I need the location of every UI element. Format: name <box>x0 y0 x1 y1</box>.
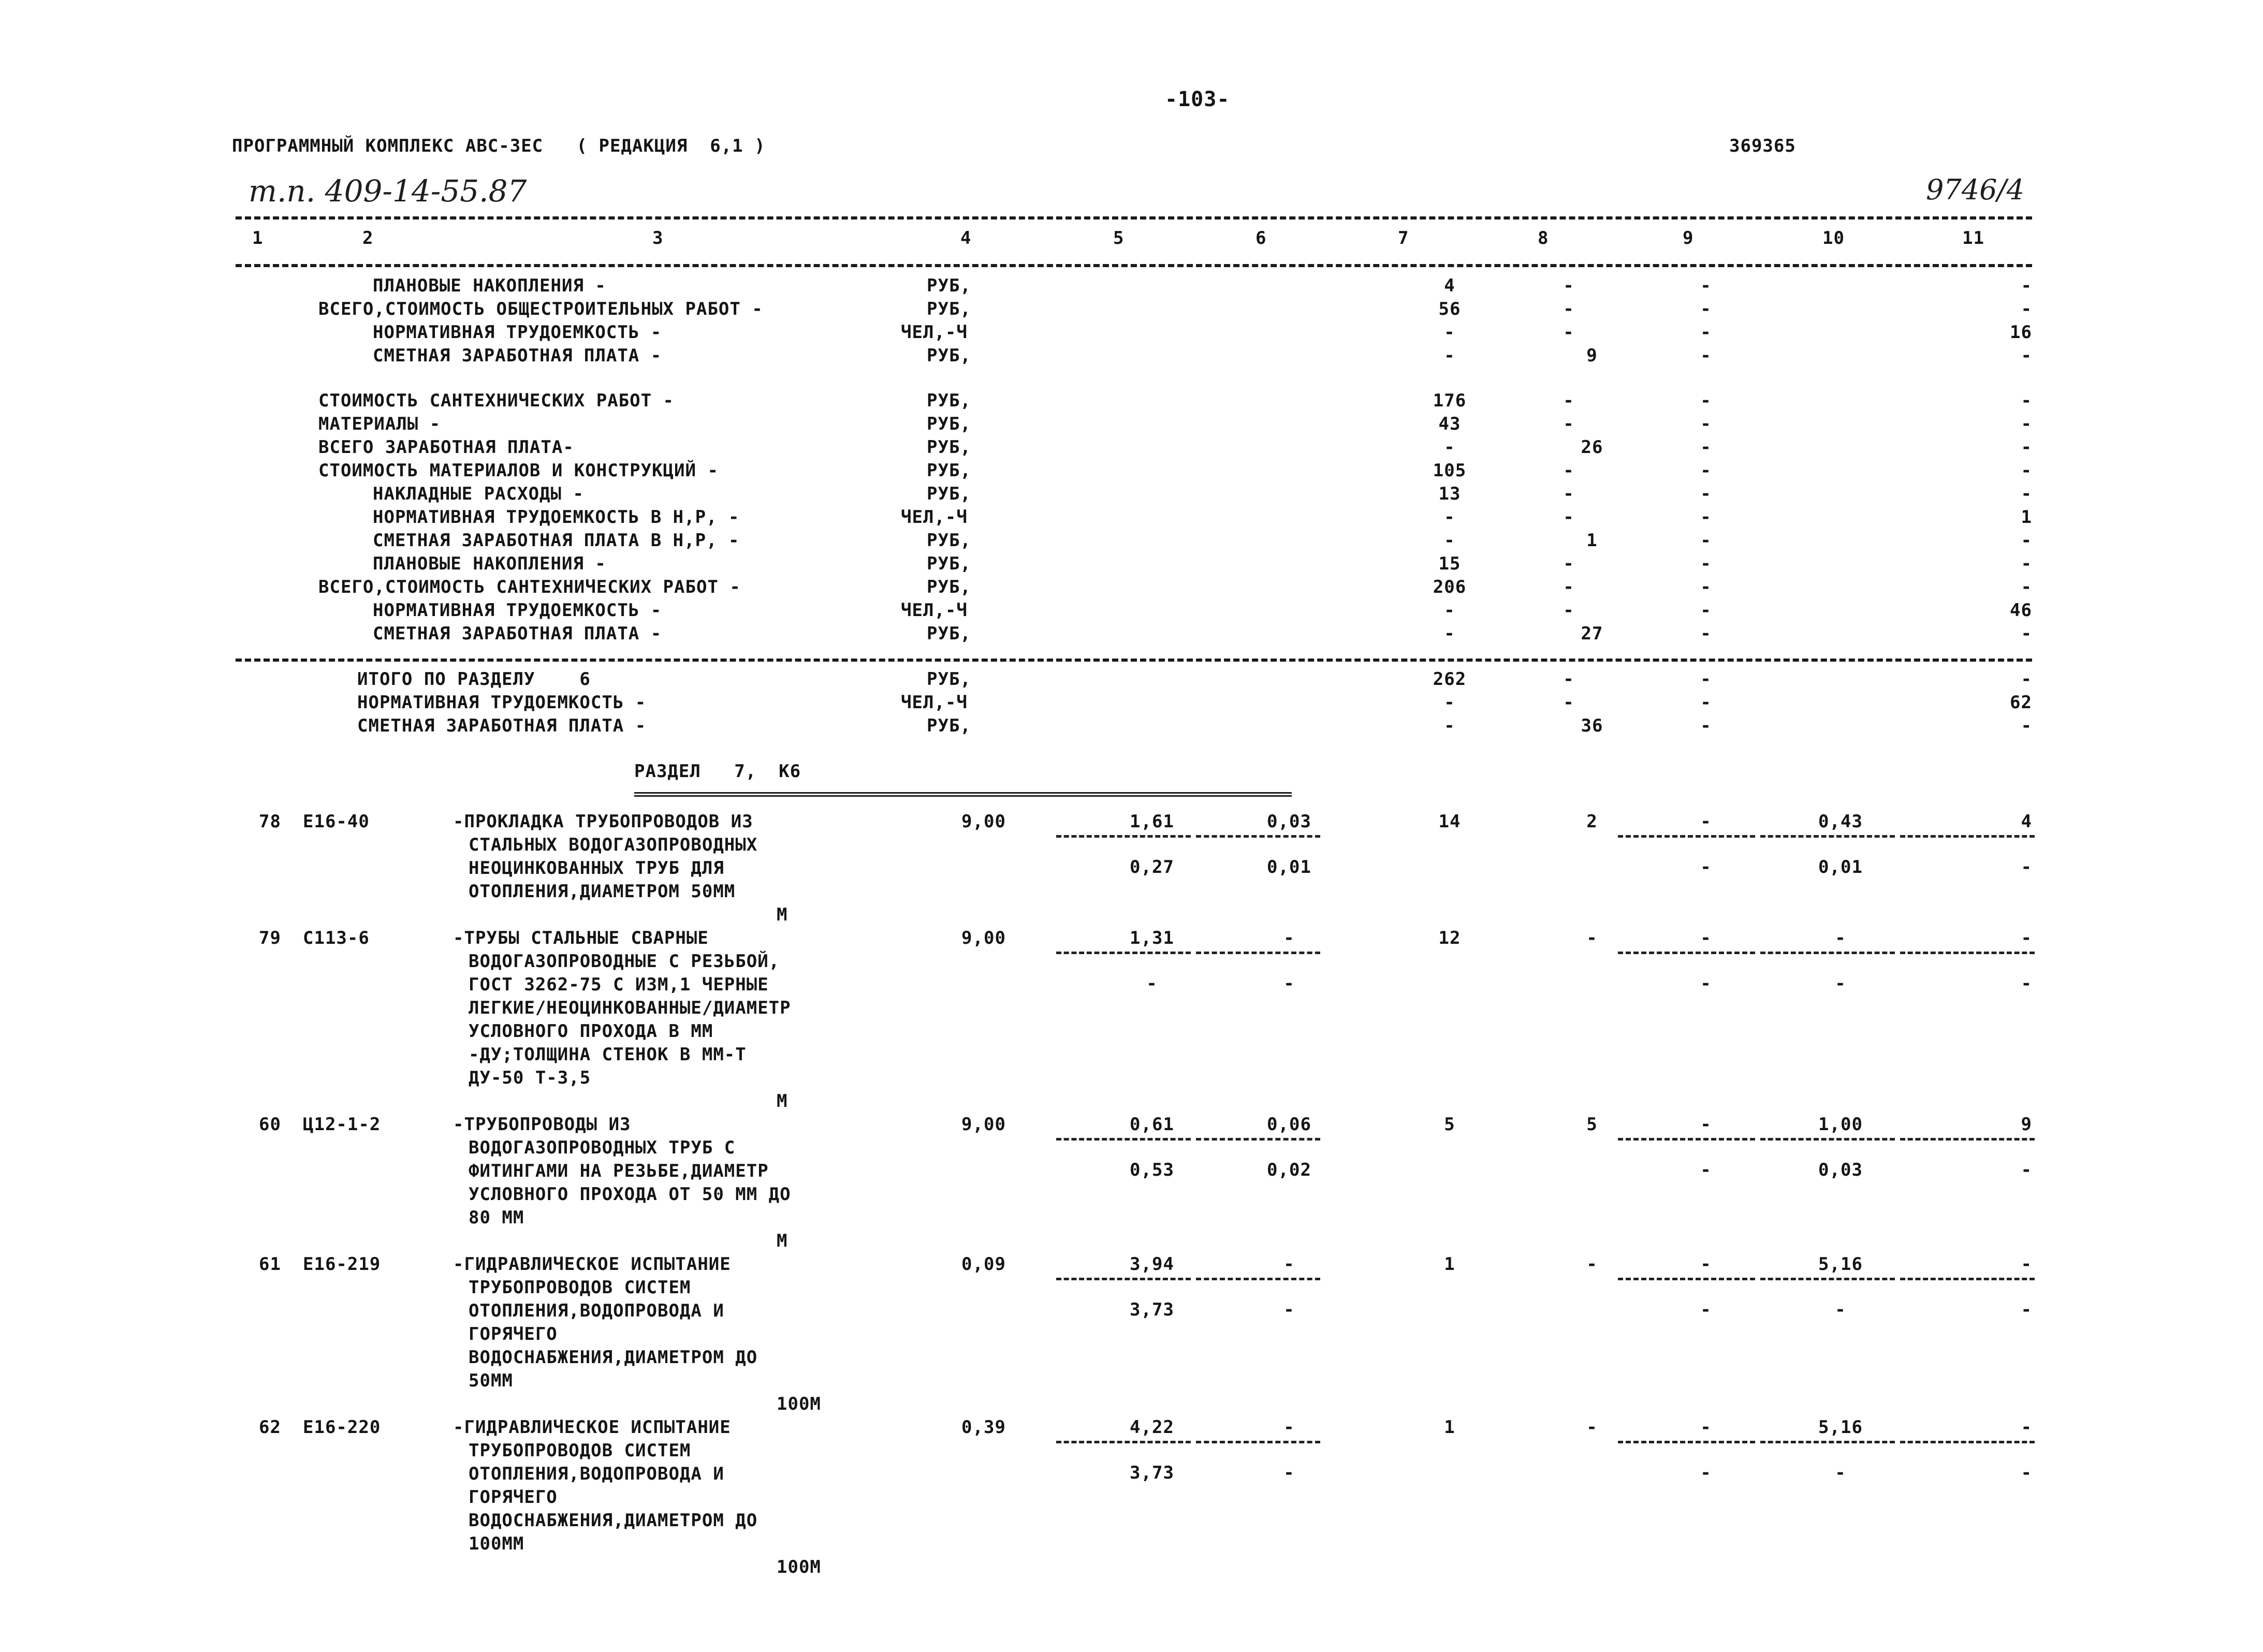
summary-col11: - <box>2021 484 2032 504</box>
summary-col11: - <box>2021 275 2032 296</box>
subtotal-separator <box>1760 835 1895 838</box>
totals-unit: РУБ, <box>927 669 971 690</box>
item-description-line: ТРУБОПРОВОДОВ СИСТЕМ <box>469 1440 691 1461</box>
summary-col8: - <box>1563 275 1574 296</box>
item-description-line: ОТОПЛЕНИЯ,ВОДОПРОВОДА И <box>469 1464 724 1484</box>
item-c10: 5,16 <box>1818 1254 1863 1275</box>
subtotal-separator <box>1056 1138 1191 1141</box>
header-rule-top <box>236 216 2032 220</box>
summary-col8: - <box>1563 322 1574 343</box>
subtotal-separator <box>1900 1278 2035 1280</box>
item-description-line: ВОДОСНАБЖЕНИЯ,ДИАМЕТРОМ ДО <box>469 1347 758 1368</box>
item-c11-sub: - <box>2021 973 2032 994</box>
item-c7: 1 <box>1444 1254 1455 1275</box>
item-c9-sub: - <box>1700 973 1712 994</box>
summary-col11: - <box>2021 414 2032 434</box>
item-description-line: -ТРУБОПРОВОДЫ ИЗ <box>453 1114 631 1135</box>
item-unit: М <box>777 1091 788 1112</box>
item-c6-sub: - <box>1283 1463 1295 1483</box>
column-header-2: 2 <box>362 228 374 248</box>
summary-col7: 105 <box>1433 460 1467 481</box>
item-c8: 5 <box>1586 1114 1598 1135</box>
subtotal-separator <box>1900 835 2035 838</box>
item-c10-sub: 0,01 <box>1818 857 1863 878</box>
item-c7: 14 <box>1438 811 1461 832</box>
summary-col9: - <box>1700 390 1712 411</box>
item-c5-sub: - <box>1146 973 1158 994</box>
item-description-line: 80 ММ <box>469 1207 524 1228</box>
item-c6: - <box>1283 1254 1295 1275</box>
item-c8: 2 <box>1586 811 1598 832</box>
totals-col11: 62 <box>2010 692 2032 713</box>
item-c11: - <box>2021 928 2032 948</box>
column-header-4: 4 <box>960 228 972 248</box>
column-header-6: 6 <box>1255 228 1267 248</box>
summary-col8: - <box>1563 553 1574 574</box>
summary-unit: РУБ, <box>927 414 971 434</box>
summary-col9: - <box>1700 577 1712 597</box>
summary-col8: - <box>1563 414 1574 434</box>
summary-col7: 15 <box>1438 553 1461 574</box>
summary-col9: - <box>1700 437 1712 458</box>
totals-col9: - <box>1700 715 1712 736</box>
summary-col8: - <box>1563 507 1574 528</box>
item-description-line: ОТОПЛЕНИЯ,ВОДОПРОВОДА И <box>469 1300 724 1321</box>
item-description-line: ГОРЯЧЕГО <box>469 1487 558 1508</box>
item-c9: - <box>1700 1114 1712 1135</box>
summary-label: НОРМАТИВНАЯ ТРУДОЕМКОСТЬ - <box>373 322 662 343</box>
totals-unit: РУБ, <box>927 715 971 736</box>
subtotal-separator <box>1056 835 1191 838</box>
summary-col7: - <box>1444 600 1455 621</box>
item-description-line: ДУ-50 Т-3,5 <box>469 1068 591 1088</box>
summary-col11: - <box>2021 623 2032 644</box>
item-c11: 9 <box>2021 1114 2032 1135</box>
item-c9: - <box>1700 928 1712 948</box>
item-c4: 9,00 <box>961 811 1006 832</box>
subtotal-separator <box>1196 1441 1320 1443</box>
item-description-line: ТРУБОПРОВОДОВ СИСТЕМ <box>469 1277 691 1298</box>
item-number: 61 <box>259 1254 281 1275</box>
column-header-5: 5 <box>1113 228 1125 248</box>
summary-col11: - <box>2021 553 2032 574</box>
summary-col7: 56 <box>1438 299 1461 319</box>
summary-unit: РУБ, <box>927 390 971 411</box>
summary-label: ВСЕГО,СТОИМОСТЬ САНТЕХНИЧЕСКИХ РАБОТ - <box>318 577 741 597</box>
item-c11: - <box>2021 1417 2032 1438</box>
item-c10-sub: - <box>1835 973 1846 994</box>
item-c6-sub: 0,02 <box>1267 1160 1311 1180</box>
item-c8: - <box>1586 1254 1598 1275</box>
summary-col8: 26 <box>1581 437 1603 458</box>
totals-label: СМЕТНАЯ ЗАРАБОТНАЯ ПЛАТА - <box>357 715 647 736</box>
summary-unit: РУБ, <box>927 275 971 296</box>
item-description-line: -ПРОКЛАДКА ТРУБОПРОВОДОВ ИЗ <box>453 811 753 832</box>
totals-col9: - <box>1700 669 1712 690</box>
summary-col7: - <box>1444 530 1455 551</box>
item-c6: - <box>1283 928 1295 948</box>
subtotal-separator <box>1056 952 1191 954</box>
summary-unit: РУБ, <box>927 623 971 644</box>
handwritten-project-code: т.п. 409-14-55.87 <box>249 173 527 209</box>
summary-col8: - <box>1563 577 1574 597</box>
summary-col11: 16 <box>2010 322 2032 343</box>
summary-unit: РУБ, <box>927 577 971 597</box>
summary-col9: - <box>1700 414 1712 434</box>
summary-col11: - <box>2021 437 2032 458</box>
item-number: 62 <box>259 1417 281 1438</box>
summary-col9: - <box>1700 623 1712 644</box>
item-c6-sub: - <box>1283 1299 1295 1320</box>
summary-col8: 27 <box>1581 623 1603 644</box>
item-description-line: ОТОПЛЕНИЯ,ДИАМЕТРОМ 50ММ <box>469 881 736 902</box>
subtotal-separator <box>1196 835 1320 838</box>
summary-unit: РУБ, <box>927 299 971 319</box>
summary-col8: 9 <box>1586 345 1598 366</box>
item-c5: 4,22 <box>1130 1417 1174 1438</box>
subtotal-separator <box>1618 952 1755 954</box>
item-description-line: -ГИДРАВЛИЧЕСКОЕ ИСПЫТАНИЕ <box>453 1254 731 1275</box>
item-unit: М <box>777 1231 788 1251</box>
item-c5: 1,31 <box>1130 928 1174 948</box>
item-c8: - <box>1586 928 1598 948</box>
item-c5: 1,61 <box>1130 811 1174 832</box>
summary-col9: - <box>1700 530 1712 551</box>
totals-col7: - <box>1444 692 1455 713</box>
item-c6: 0,03 <box>1267 811 1311 832</box>
column-header-11: 11 <box>1962 228 1984 248</box>
item-description-line: УСЛОВНОГО ПРОХОДА ОТ 50 ММ ДО <box>469 1184 791 1205</box>
item-code: С113-6 <box>303 928 370 948</box>
item-c5-sub: 0,53 <box>1130 1160 1174 1180</box>
document-number: 369365 <box>1729 136 1796 156</box>
item-c10: 1,00 <box>1818 1114 1863 1135</box>
summary-col7: - <box>1444 437 1455 458</box>
summary-label: СТОИМОСТЬ САНТЕХНИЧЕСКИХ РАБОТ - <box>318 390 675 411</box>
item-c10-sub: - <box>1835 1463 1846 1483</box>
column-header-8: 8 <box>1538 228 1549 248</box>
item-c5: 3,94 <box>1130 1254 1174 1275</box>
summary-unit: ЧЕЛ,-Ч <box>901 507 968 528</box>
item-description-line: 50ММ <box>469 1370 513 1391</box>
item-c6: 0,06 <box>1267 1114 1311 1135</box>
summary-label: СТОИМОСТЬ МАТЕРИАЛОВ И КОНСТРУКЦИЙ - <box>318 460 719 481</box>
totals-col7: - <box>1444 715 1455 736</box>
summary-col7: - <box>1444 507 1455 528</box>
totals-col8: 36 <box>1581 715 1603 736</box>
item-c5: 0,61 <box>1130 1114 1174 1135</box>
subtotal-separator <box>1618 1278 1755 1280</box>
summary-col11: 1 <box>2021 507 2032 528</box>
item-c7: 12 <box>1438 928 1461 948</box>
item-c9-sub: - <box>1700 1463 1712 1483</box>
summary-unit: РУБ, <box>927 345 971 366</box>
summary-col9: - <box>1700 484 1712 504</box>
subtotal-separator <box>1900 1441 2035 1443</box>
summary-col11: - <box>2021 530 2032 551</box>
subtotal-separator <box>1760 1441 1895 1443</box>
item-description-line: ГОСТ 3262-75 С ИЗМ,1 ЧЕРНЫЕ <box>469 974 769 995</box>
item-c10: 5,16 <box>1818 1417 1863 1438</box>
summary-col11: 46 <box>2010 600 2032 621</box>
item-c6: - <box>1283 1417 1295 1438</box>
summary-col11: - <box>2021 460 2032 481</box>
summary-unit: ЧЕЛ,-Ч <box>901 600 968 621</box>
column-header-1: 1 <box>252 228 264 248</box>
summary-label: ПЛАНОВЫЕ НАКОПЛЕНИЯ - <box>373 275 606 296</box>
item-c10-sub: 0,03 <box>1818 1160 1863 1180</box>
page-number: -103- <box>1165 87 1230 111</box>
item-c8: - <box>1586 1417 1598 1438</box>
item-description-line: ВОДОГАЗОПРОВОДНЫХ ТРУБ С <box>469 1137 736 1158</box>
item-c11-sub: - <box>2021 1299 2032 1320</box>
item-unit: 100М <box>777 1557 821 1577</box>
item-unit: 100М <box>777 1394 821 1414</box>
item-number: 60 <box>259 1114 281 1135</box>
summary-label: НОРМАТИВНАЯ ТРУДОЕМКОСТЬ В Н,Р, - <box>373 507 740 528</box>
subtotal-separator <box>1760 952 1895 954</box>
item-c4: 0,39 <box>961 1417 1006 1438</box>
summary-col9: - <box>1700 600 1712 621</box>
subtotal-separator <box>1618 1441 1755 1443</box>
summary-col8: 1 <box>1586 530 1598 551</box>
summary-col11: - <box>2021 345 2032 366</box>
summary-label: ПЛАНОВЫЕ НАКОПЛЕНИЯ - <box>373 553 606 574</box>
item-c11: - <box>2021 1254 2032 1275</box>
handwritten-sheet-code: 9746/4 <box>1926 173 2024 206</box>
summary-unit: РУБ, <box>927 484 971 504</box>
item-code: Е16-219 <box>303 1254 381 1275</box>
column-header-9: 9 <box>1683 228 1694 248</box>
summary-col7: - <box>1444 322 1455 343</box>
item-description-line: -ГИДРАВЛИЧЕСКОЕ ИСПЫТАНИЕ <box>453 1417 731 1438</box>
item-c4: 9,00 <box>961 928 1006 948</box>
item-c7: 1 <box>1444 1417 1455 1438</box>
summary-label: СМЕТНАЯ ЗАРАБОТНАЯ ПЛАТА - <box>373 345 662 366</box>
item-description-line: ГОРЯЧЕГО <box>469 1324 558 1344</box>
summary-col7: - <box>1444 345 1455 366</box>
summary-col8: - <box>1563 460 1574 481</box>
totals-label: НОРМАТИВНАЯ ТРУДОЕМКОСТЬ - <box>357 692 647 713</box>
summary-unit: ЧЕЛ,-Ч <box>901 322 968 343</box>
summary-unit: РУБ, <box>927 553 971 574</box>
subtotal-separator <box>1196 1278 1320 1280</box>
item-c5-sub: 3,73 <box>1130 1463 1174 1483</box>
subtotal-separator <box>1900 1138 2035 1141</box>
summary-col7: 4 <box>1444 275 1455 296</box>
section-title: РАЗДЕЛ 7, К6 <box>634 761 801 782</box>
summary-label: НАКЛАДНЫЕ РАСХОДЫ - <box>373 484 584 504</box>
totals-col8: - <box>1563 692 1574 713</box>
summary-unit: РУБ, <box>927 460 971 481</box>
item-c11: 4 <box>2021 811 2032 832</box>
subtotal-separator <box>1618 1138 1755 1141</box>
item-c9-sub: - <box>1700 857 1712 878</box>
summary-label: НОРМАТИВНАЯ ТРУДОЕМКОСТЬ - <box>373 600 662 621</box>
summary-col9: - <box>1700 460 1712 481</box>
item-c4: 0,09 <box>961 1254 1006 1275</box>
subtotal-separator <box>1196 1138 1320 1141</box>
summary-col11: - <box>2021 390 2032 411</box>
summary-col9: - <box>1700 299 1712 319</box>
item-c9: - <box>1700 1417 1712 1438</box>
summary-col8: - <box>1563 484 1574 504</box>
item-c6-sub: 0,01 <box>1267 857 1311 878</box>
summary-label: СМЕТНАЯ ЗАРАБОТНАЯ ПЛАТА В Н,Р, - <box>373 530 740 551</box>
item-number: 79 <box>259 928 281 948</box>
header-rule-bottom <box>236 264 2032 267</box>
program-title: ПРОГРАММНЫЙ КОМПЛЕКС АВС-3ЕС ( РЕДАКЦИЯ 6,1 ) <box>232 136 766 156</box>
summary-label: МАТЕРИАЛЫ - <box>318 414 441 434</box>
summary-label: СМЕТНАЯ ЗАРАБОТНАЯ ПЛАТА - <box>373 623 662 644</box>
item-c9-sub: - <box>1700 1160 1712 1180</box>
totals-col11: - <box>2021 669 2032 690</box>
item-description-line: СТАЛЬНЫХ ВОДОГАЗОПРОВОДНЫХ <box>469 835 758 855</box>
summary-col9: - <box>1700 322 1712 343</box>
summary-label: ВСЕГО ЗАРАБОТНАЯ ПЛАТА- <box>318 437 574 458</box>
item-c7: 5 <box>1444 1114 1455 1135</box>
subtotal-separator <box>1760 1278 1895 1280</box>
summary-col11: - <box>2021 299 2032 319</box>
subtotal-separator <box>1196 952 1320 954</box>
summary-unit: РУБ, <box>927 437 971 458</box>
item-description-line: 100ММ <box>469 1533 524 1554</box>
subtotal-separator <box>1618 835 1755 838</box>
item-c4: 9,00 <box>961 1114 1006 1135</box>
item-code: Е16-40 <box>303 811 370 832</box>
summary-col7: 43 <box>1438 414 1461 434</box>
summary-col7: 206 <box>1433 577 1467 597</box>
summary-col9: - <box>1700 345 1712 366</box>
item-code: Ц12-1-2 <box>303 1114 381 1135</box>
item-c11-sub: - <box>2021 1160 2032 1180</box>
summary-col9: - <box>1700 553 1712 574</box>
item-description-line: НЕОЦИНКОВАННЫХ ТРУБ ДЛЯ <box>469 858 724 879</box>
summary-label: ВСЕГО,СТОИМОСТЬ ОБЩЕСТРОИТЕЛЬНЫХ РАБОТ - <box>318 299 763 319</box>
subtotal-separator <box>1056 1441 1191 1443</box>
subtotal-separator <box>1056 1278 1191 1280</box>
item-description-line: -ТРУБЫ СТАЛЬНЫЕ СВАРНЫЕ <box>453 928 709 948</box>
summary-col8: - <box>1563 600 1574 621</box>
item-c9-sub: - <box>1700 1299 1712 1320</box>
item-description-line: ВОДОСНАБЖЕНИЯ,ДИАМЕТРОМ ДО <box>469 1510 758 1531</box>
summary-col9: - <box>1700 275 1712 296</box>
summary-col8: - <box>1563 390 1574 411</box>
item-number: 78 <box>259 811 281 832</box>
totals-col9: - <box>1700 692 1712 713</box>
item-description-line: ФИТИНГАМИ НА РЕЗЬБЕ,ДИАМЕТР <box>469 1161 769 1181</box>
item-c10: 0,43 <box>1818 811 1863 832</box>
column-header-10: 10 <box>1822 228 1845 248</box>
item-c10-sub: - <box>1835 1299 1846 1320</box>
totals-unit: ЧЕЛ,-Ч <box>901 692 968 713</box>
summary-col9: - <box>1700 507 1712 528</box>
item-unit: М <box>777 904 788 925</box>
item-c5-sub: 0,27 <box>1130 857 1174 878</box>
totals-rule <box>236 659 2032 662</box>
section-underline <box>634 792 1292 797</box>
totals-col11: - <box>2021 715 2032 736</box>
item-c6-sub: - <box>1283 973 1295 994</box>
summary-col11: - <box>2021 577 2032 597</box>
subtotal-separator <box>1760 1138 1895 1141</box>
item-c11-sub: - <box>2021 1463 2032 1483</box>
column-header-3: 3 <box>652 228 664 248</box>
subtotal-separator <box>1900 952 2035 954</box>
item-description-line: ВОДОГАЗОПРОВОДНЫЕ С РЕЗЬБОЙ, <box>469 951 780 972</box>
item-c9: - <box>1700 811 1712 832</box>
item-c5-sub: 3,73 <box>1130 1299 1174 1320</box>
item-code: Е16-220 <box>303 1417 381 1438</box>
item-c9: - <box>1700 1254 1712 1275</box>
summary-col7: 13 <box>1438 484 1461 504</box>
summary-col7: 176 <box>1433 390 1467 411</box>
summary-unit: РУБ, <box>927 530 971 551</box>
item-c10: - <box>1835 928 1846 948</box>
item-description-line: -ДУ;ТОЛЩИНА СТЕНОК В ММ-Т <box>469 1044 747 1065</box>
item-description-line: ЛЕГКИЕ/НЕОЦИНКОВАННЫЕ/ДИАМЕТР <box>469 998 791 1018</box>
totals-col8: - <box>1563 669 1574 690</box>
summary-col7: - <box>1444 623 1455 644</box>
item-c11-sub: - <box>2021 857 2032 878</box>
column-header-7: 7 <box>1398 228 1409 248</box>
totals-col7: 262 <box>1433 669 1467 690</box>
totals-label: ИТОГО ПО РАЗДЕЛУ 6 <box>357 669 591 690</box>
summary-col8: - <box>1563 299 1574 319</box>
item-description-line: УСЛОВНОГО ПРОХОДА В ММ <box>469 1021 713 1042</box>
